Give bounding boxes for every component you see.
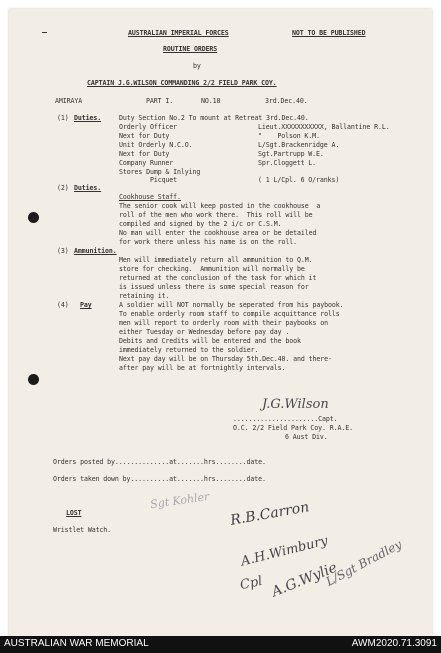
section-subheading: Cookhouse Staff. <box>119 193 181 201</box>
lost-item: Wristlet Watch. <box>53 526 112 534</box>
archive-name: AUSTRALIAN WAR MEMORIAL <box>4 638 149 649</box>
header-captain: CAPTAIN J.G.WILSON COMMANDING 2/2 FIELD PARK COY. <box>87 79 277 87</box>
text-line: returned at the conclusion of the task for which it <box>119 274 317 282</box>
page-title: ROUTINE ORDERS <box>163 45 218 53</box>
section-heading: Duties. <box>74 184 102 192</box>
orders-posted-line: Orders posted by..............at.......hrs........date. <box>53 458 266 466</box>
handwritten-signature: R.B.Carron <box>229 499 311 529</box>
duty-assignee: ( 1 L/Cpl. 6 O/ranks) <box>258 176 340 184</box>
text-line: for work there unless his name is on the roll. <box>119 238 298 246</box>
section-heading: Duties. <box>74 114 102 122</box>
section-heading: Pay <box>80 301 92 309</box>
text-line: after pay will be at fortnightly intervals. <box>119 364 286 372</box>
handwritten-signature: Sgt Kohler <box>149 489 211 512</box>
duty-row: Picquet <box>119 176 178 184</box>
duty-assignee: Sgt.Partrupp W.E. <box>258 150 324 158</box>
text-line: men will report to orderly room with their paybooks on <box>119 319 328 327</box>
handwritten-signature: L/Sgt Bradley <box>323 537 405 589</box>
duty-assignee: " Polson K.M. <box>258 132 320 140</box>
text-line: compiled and signed by the 2 i/c or C.S.M. <box>119 220 282 228</box>
archive-footer <box>0 636 441 653</box>
text-line: roll of the men who work there. This roll will be <box>119 211 313 219</box>
text-line: To enable orderly room staff to compile acquittance rolls <box>119 310 340 318</box>
header-not-published: NOT TO BE PUBLISHED <box>292 29 366 37</box>
text-line: Debits and Credits will be entered and the book <box>119 337 301 345</box>
handwritten-signature: Cpl <box>238 573 264 594</box>
section-number: (3) <box>57 247 69 255</box>
handwritten-signature: A.H.Wimbury <box>239 533 330 570</box>
text-line: immediately returned to the soldier. <box>119 346 259 354</box>
duty-row: Stores Dump & Inlying <box>119 168 201 176</box>
duty-row: Duty Section No.2 To mount at Retreat 3rd.Dec.40. <box>119 114 309 122</box>
section-number: (4) <box>57 301 69 309</box>
duty-row: Company Runner <box>119 159 174 167</box>
punch-hole <box>28 212 39 223</box>
archive-reference: AWM2020.71.3091 <box>351 638 437 649</box>
section-number: (2) <box>57 184 69 192</box>
text-line: is issued unless there is some special reason for <box>119 283 309 291</box>
text-line: retaining it. <box>119 292 170 300</box>
header-part: PART I. <box>146 97 174 105</box>
text-line: Men will immediately return all ammunition to Q.M. <box>119 256 313 264</box>
lost-heading: LOST <box>66 509 82 517</box>
text-line: Next pay day will be on Thursday 5th.Dec.40. and there- <box>119 355 332 363</box>
section-number: (1) <box>57 114 69 122</box>
text-line: either Tuesday or Wednesday before pay day . <box>119 328 290 336</box>
duty-row: Orderly Officer <box>119 123 178 131</box>
signature-title: O.C. 2/2 Field Park Coy. R.A.E. <box>233 424 353 432</box>
duty-row: Next for Duty <box>119 150 170 158</box>
signature-line: ......................Capt. <box>233 415 338 423</box>
handwritten-signature: A.G.Wylie <box>269 559 340 601</box>
header-place: AMIRAYA <box>55 97 83 105</box>
header-date: 3rd.Dec.40. <box>265 97 308 105</box>
text-line: store for checking. Ammunition will normally be <box>119 265 305 273</box>
duty-row: Unit Orderly N.C.O. <box>119 141 193 149</box>
punch-hole <box>28 374 39 385</box>
duty-assignee: Lieut.XXXXXXXXXXX, Ballantine R.L. <box>258 123 390 131</box>
duty-row: Next for Duty <box>119 132 170 140</box>
header-forces: AUSTRALIAN IMPERIAL FORCES <box>128 29 229 37</box>
orders-taken-line: Orders taken down by..........at.......hrs........date. <box>53 475 266 483</box>
text-line: No man will enter the cookhouse area or be detailed <box>119 229 317 237</box>
section-heading: Ammunition. <box>74 247 117 255</box>
duty-assignee: L/Sgt.Brackenridge A. <box>258 141 340 149</box>
duty-assignee: Spr.Cloggett L. <box>258 159 317 167</box>
text-line: A soldier will NOT normally be seperated from his paybook. <box>119 301 344 309</box>
header-by: by <box>193 62 201 70</box>
signature-division: 6 Aust Div. <box>285 433 328 441</box>
text-line: The senior cook will keep posted in the cookhouse a <box>119 202 321 210</box>
commander-signature: J.G.Wilson <box>262 397 329 412</box>
header-number: NO.18 <box>201 97 221 105</box>
corner-mark <box>42 29 47 33</box>
